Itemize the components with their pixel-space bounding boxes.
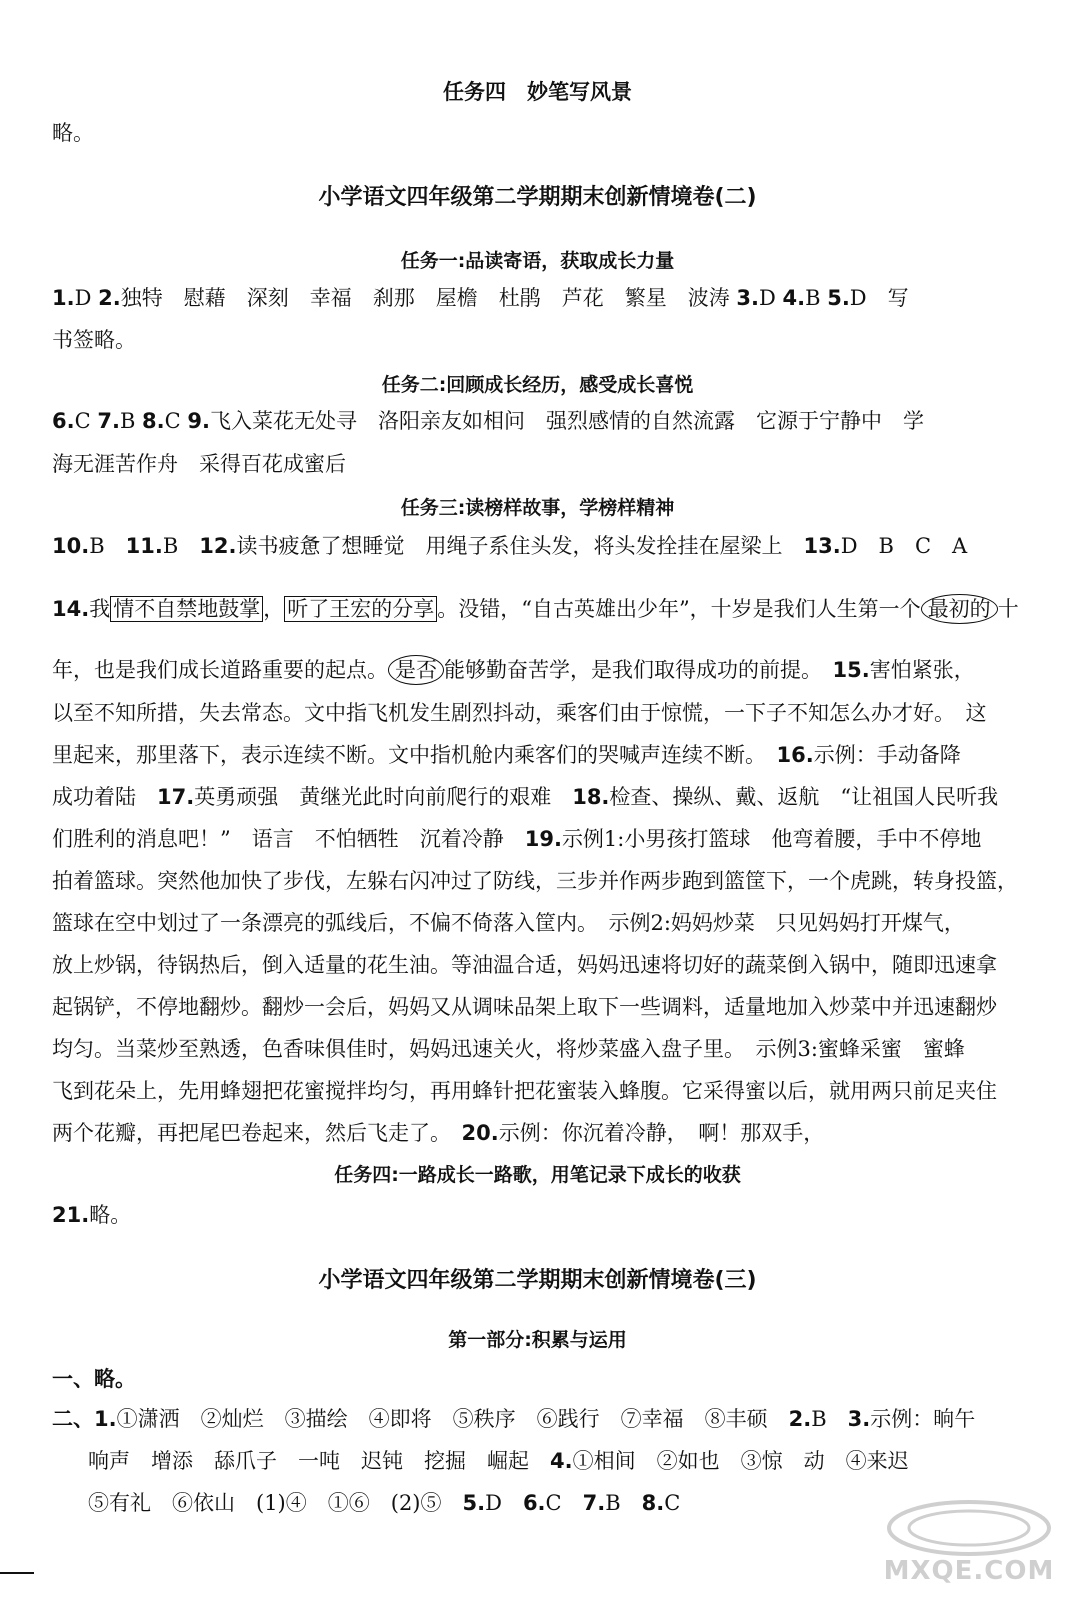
answer-line (52, 866, 1018, 896)
answer-text: 略。 (52, 121, 94, 145)
answer-line (52, 531, 967, 561)
answer-line (52, 1200, 131, 1230)
question-number: 18. (572, 785, 610, 809)
answer-text: B (805, 286, 828, 310)
answer-line (52, 992, 997, 1022)
answer-text: 响声 增添 舔爪子 一吨 迟钝 挖掘 崛起 (88, 1449, 550, 1473)
answer-text: 害怕紧张， (869, 658, 975, 682)
question-number: 2. (98, 286, 121, 310)
answer-text: 飞到花朵上，先用蜂翅把花蜜搅拌均匀，再用蜂针把花蜜装入蜂腹。它采得蜜以后，就用两只前足夹住 (52, 1079, 997, 1103)
question-number: 5. (462, 1491, 486, 1515)
answer-text: ①相间 ②如也 ③惊 动 ④来迟 (572, 1449, 909, 1473)
question-number: 19. (524, 827, 562, 851)
answer-text: 读书疲惫了想睡觉 用绳子系住头发，将头发拴挂在屋梁上 (236, 534, 804, 558)
answer-text: 海无涯苦作舟 采得百花成蜜后 (52, 452, 346, 476)
question-number: 15. (832, 658, 870, 682)
answer-text: 检查、操纵、戴、返航 “让祖国人民听我 (609, 785, 999, 809)
answer-text: 年，也是我们成长道路重要的起点。 (52, 658, 388, 682)
footer-dash (0, 1572, 34, 1574)
answer-line (52, 406, 924, 436)
answer-text: D B C A (840, 534, 968, 558)
question-number: 2. (788, 1407, 812, 1431)
task-heading-2: 任务二:回顾成长经历，感受成长喜悦 (381, 374, 694, 396)
boxed-phrase: 情不自禁地鼓掌 (110, 596, 263, 622)
watermark-emblem-icon (880, 1498, 1058, 1558)
answer-line (52, 908, 965, 938)
question-number: 7. (97, 409, 120, 433)
question-number: 4. (550, 1449, 573, 1473)
answer-text: 里起来，那里落下，表示连续不断。文中指机舱内乘客们的哭喊声连续不断。 (52, 743, 777, 767)
answer-line (88, 1446, 909, 1476)
question-number: 13. (803, 534, 841, 558)
answer-line (52, 1076, 997, 1106)
answer-line (52, 782, 998, 812)
circled-word: 是否 (388, 655, 444, 685)
answer-text: B (605, 1491, 642, 1515)
question-number: 20. (461, 1121, 499, 1145)
answer-line (88, 1488, 680, 1518)
answer-text: 一、略。 (52, 1367, 136, 1391)
question-number: 9. (187, 409, 210, 433)
section-heading-task4: 任务四 妙笔写风景 (443, 80, 632, 104)
answer-line (52, 1034, 965, 1064)
task-heading-3: 任务三:读榜样故事，学榜样精神 (400, 497, 675, 519)
question-number: 7. (582, 1491, 606, 1515)
answer-text: 略。 (89, 1203, 132, 1227)
question-number: 12. (199, 534, 237, 558)
answer-text: D 写 (849, 286, 909, 310)
boxed-phrase: 听了王宏的分享 (284, 596, 437, 622)
question-number: 16. (776, 743, 814, 767)
question-number: 4. (782, 286, 806, 310)
answer-text: 示例：晌午 (870, 1407, 976, 1431)
answer-line (52, 325, 136, 355)
answer-line (52, 740, 961, 770)
answer-text: 篮球在空中划过了一条漂亮的弧线后，不偏不倚落入筐内。 示例2:妈妈炒菜 只见妈妈打开煤气， (52, 911, 965, 935)
answer-text: B (811, 1407, 848, 1431)
circled-word: 最初的 (921, 594, 998, 624)
question-number: 10. (52, 534, 90, 558)
question-number: 二、1. (52, 1407, 117, 1431)
answer-text: 示例：你沉着冷静， 啊！那双手， (498, 1121, 825, 1145)
answer-text: 以至不知所措，失去常态。文中指飞机发生剧烈抖动，乘客们由于惊慌，一下子不知怎么办才好。 这 (52, 701, 987, 725)
paper-title-3: 小学语文四年级第二学期期末创新情境卷(三) (318, 1268, 757, 1293)
question-number: 3. (736, 286, 759, 310)
answer-text: D (758, 286, 783, 310)
answer-text: 们胜利的消息吧！” 语言 不怕牺牲 沉着冷静 (52, 827, 525, 851)
answer-text: 起锅铲，不停地翻炒。翻炒一会后，妈妈又从调味品架上取下一些调料，适量地加入炒菜中并迅速翻炒 (52, 995, 997, 1019)
question-number: 3. (847, 1407, 871, 1431)
answer-text: 。没错，“自古英雄出少年”，十岁是我们人生第一个 (437, 597, 921, 621)
question-number: 6. (52, 409, 75, 433)
answer-text: 书签略。 (52, 328, 136, 352)
answer-text: 示例1:小男孩打篮球 他弯着腰，手中不停地 (561, 827, 982, 851)
answer-text: D (485, 1491, 523, 1515)
part-heading-1: 第一部分:积累与运用 (448, 1329, 627, 1351)
answer-text: 放上炒锅，待锅热后，倒入适量的花生油。等油温合适，妈妈迅速将切好的蔬菜倒入锅中，随即迅速拿 (52, 953, 997, 977)
answer-text: C (74, 409, 98, 433)
watermark-text: MXQE.COM (883, 1556, 1055, 1586)
answer-line (52, 1404, 975, 1434)
answer-text: C (164, 409, 188, 433)
answer-text: 拍着篮球。突然他加快了步伐，左躲右闪冲过了防线，三步并作两步跑到篮筐下，一个虎跳，转身投篮， (52, 869, 1018, 893)
answer-text: 能够勤奋苦学，是我们取得成功的前提。 (444, 658, 833, 682)
answer-text: 成功着陆 (52, 785, 157, 809)
answer-text: B (89, 534, 126, 558)
answer-text: B (162, 534, 200, 558)
answer-line (52, 283, 909, 313)
answer-text: 英勇顽强 黄继光此时向前爬行的艰难 (194, 785, 573, 809)
answer-text: C (664, 1491, 681, 1515)
answer-text: 示例：手动备降 (813, 743, 961, 767)
answer-line (52, 1118, 824, 1148)
question-number: 17. (157, 785, 195, 809)
answer-text: ， (263, 597, 285, 621)
answer-line (52, 950, 997, 980)
answer-text: 我 (89, 597, 111, 621)
answer-line (52, 594, 1019, 624)
answer-line (52, 118, 94, 148)
answer-text: 两个花瓣，再把尾巴卷起来，然后飞走了。 (52, 1121, 462, 1145)
watermark-logo (880, 1498, 1058, 1590)
answer-text: 独特 慰藉 深刻 幸福 刹那 屋檐 杜鹃 芦花 繁星 波涛 (120, 286, 737, 310)
answer-text: 均匀。当菜炒至熟透，色香味俱佳时，妈妈迅速关火，将炒菜盛入盘子里。 示例3:蜜蜂采蜜 蜜蜂 (52, 1037, 965, 1061)
question-number: 8. (142, 409, 165, 433)
question-number: 5. (827, 286, 850, 310)
answer-text: 飞入菜花无处寻 洛阳亲友如相问 强烈感情的自然流露 它源于宁静中 学 (209, 409, 924, 433)
answer-line (52, 449, 346, 479)
answer-text: D (74, 286, 99, 310)
question-number: 8. (641, 1491, 665, 1515)
answer-text: 十 (997, 597, 1019, 621)
question-number: 14. (52, 597, 90, 621)
question-number: 1. (52, 286, 75, 310)
answer-line (52, 655, 975, 685)
question-number: 6. (522, 1491, 546, 1515)
answer-line (52, 824, 981, 854)
task-heading-4: 任务四:一路成长一路歌，用笔记录下成长的收获 (334, 1164, 741, 1186)
answer-text: ⑤有礼 ⑥依山 (1)④ ①⑥ (2)⑤ (88, 1491, 463, 1515)
answer-text: B (119, 409, 143, 433)
task-heading-1: 任务一:品读寄语，获取成长力量 (400, 250, 675, 272)
question-number: 11. (125, 534, 163, 558)
paper-title-2: 小学语文四年级第二学期期末创新情境卷(二) (318, 185, 757, 210)
answer-text: ①潇洒 ②灿烂 ③描绘 ④即将 ⑤秩序 ⑥践行 ⑦幸福 ⑧丰硕 (116, 1407, 789, 1431)
answer-text: C (545, 1491, 583, 1515)
answer-line (52, 698, 987, 728)
answer-line (52, 1364, 136, 1394)
question-number: 21. (52, 1203, 90, 1227)
